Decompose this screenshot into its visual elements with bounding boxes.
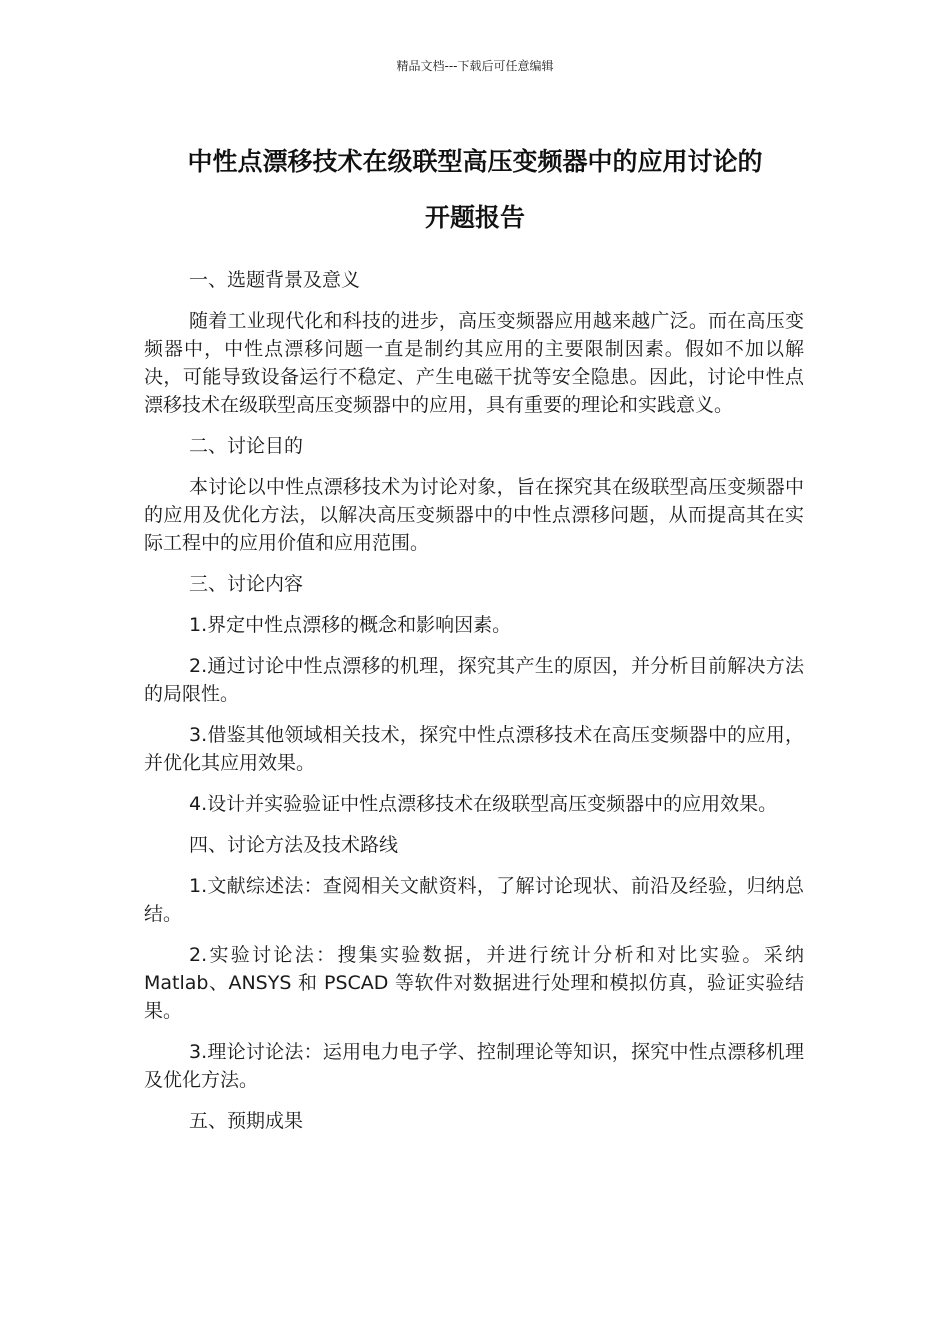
method-item-3: 3.理论讨论法：运用电力电子学、控制理论等知识，探究中性点漂移机理及优化方法。	[144, 1041, 804, 1091]
section-heading-methods: 四、讨论方法及技术路线	[189, 834, 399, 856]
section-heading-expected-results: 五、预期成果	[189, 1110, 304, 1132]
paragraph-background: 随着工业现代化和科技的进步，高压变频器应用越来越广泛。而在高压变频器中，中性点漂移问题一直是制约其应用的主要限制因素。假如不加以解决，可能导致设备运行不稳定、产生电磁干扰等安全隐患。因此，讨论中性点漂移技术在级联型高压变频器中的应用，具有重要的理论和实践意义。	[144, 310, 804, 416]
section-heading-content: 三、讨论内容	[189, 573, 304, 595]
title-line-2: 开题报告	[424, 203, 525, 232]
content-item-4: 4.设计并实验验证中性点漂移技术在级联型高压变频器中的应用效果。	[189, 793, 778, 815]
page-header: 精品文档---下载后可任意编辑	[396, 59, 554, 73]
content-item-2: 2.通过讨论中性点漂移的机理，探究其产生的原因，并分析目前解决方法的局限性。	[144, 655, 804, 705]
section-heading-purpose: 二、讨论目的	[189, 435, 304, 457]
section-heading-background: 一、选题背景及意义	[189, 269, 361, 291]
paragraph-purpose: 本讨论以中性点漂移技术为讨论对象，旨在探究其在级联型高压变频器中的应用及优化方法，以解决高压变频器中的中性点漂移问题，从而提高其在实际工程中的应用价值和应用范围。	[144, 476, 804, 554]
content-item-1: 1.界定中性点漂移的概念和影响因素。	[189, 614, 512, 636]
document-title	[140, 134, 810, 246]
method-item-1: 1.文献综述法：查阅相关文献资料，了解讨论现状、前沿及经验，归纳总结。	[144, 875, 804, 925]
title-line-1: 中性点漂移技术在级联型高压变频器中的应用讨论的	[187, 147, 763, 176]
content-item-3: 3.借鉴其他领域相关技术，探究中性点漂移技术在高压变频器中的应用，并优化其应用效果。	[144, 724, 804, 774]
method-item-2: 2.实验讨论法：搜集实验数据，并进行统计分析和对比实验。采纳 Matlab、ANSYS 和 PSCAD 等软件对数据进行处理和模拟仿真，验证实验结果。	[144, 944, 804, 1022]
document-body	[144, 266, 804, 1148]
